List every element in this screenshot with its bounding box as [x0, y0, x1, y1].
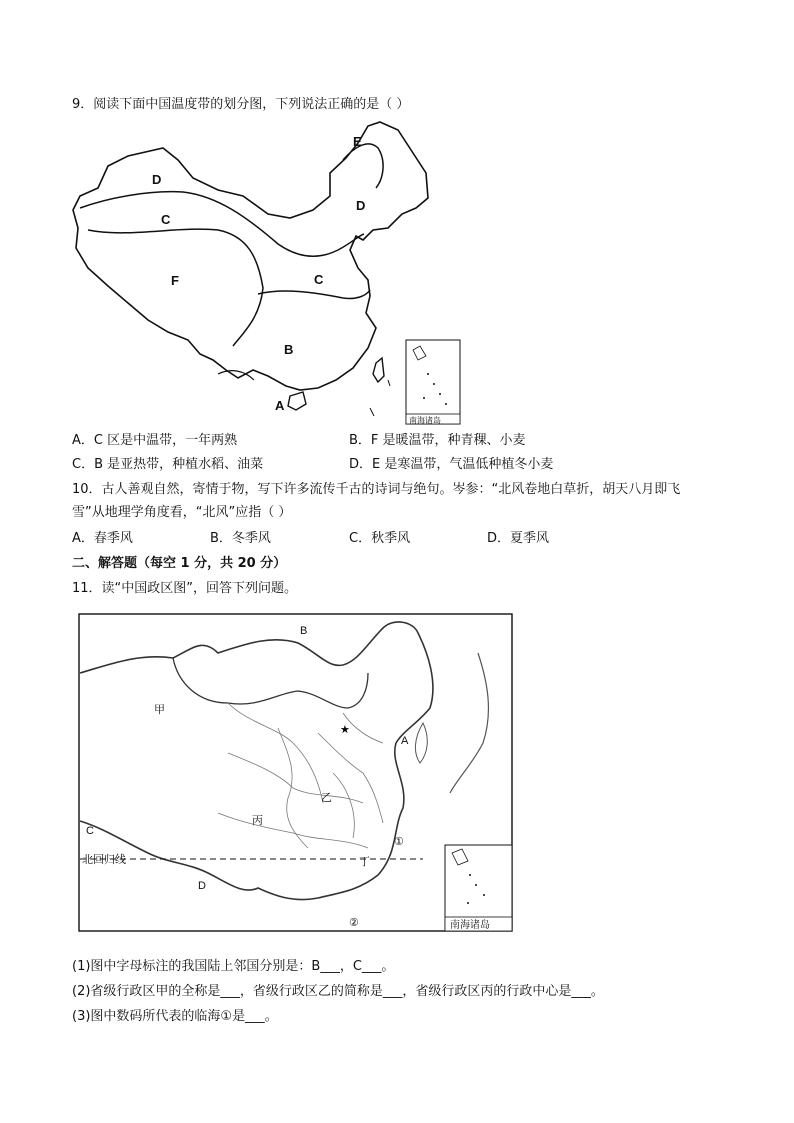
hainan-island [288, 392, 306, 410]
map-label-sea1: ① [394, 836, 404, 848]
china-outline [73, 122, 428, 390]
china-political-map [78, 613, 514, 933]
q9-stem: 9．阅读下面中国温度带的划分图，下列说法正确的是（ ） [72, 97, 410, 112]
q11-sub2: (2)省级行政区甲的全称是___，省级行政区乙的简称是___，省级行政区丙的行政中心是___。 [72, 984, 604, 999]
q10-option-d[interactable]: D．夏季风 [487, 531, 550, 546]
boundary-middle [258, 290, 370, 299]
q9-option-c[interactable]: C．B 是亚热带，种植水稻、油菜 [72, 457, 264, 472]
map-label-D: D [198, 880, 206, 892]
boundary-north-east [343, 144, 383, 188]
map-label-yi: 乙 [321, 792, 332, 804]
q11-stem: 11．读“中国政区图”，回答下列问题。 [72, 581, 298, 596]
map-label-D1: D [152, 172, 162, 187]
q10-stem-line2: 雪”从地理学角度看，“北风”应指（ ） [72, 505, 292, 520]
q9-option-b[interactable]: B．F 是暖温带，种青稞、小麦 [349, 433, 526, 448]
inset-label: 南海诸岛 [450, 920, 490, 931]
map-label-E: E [353, 134, 362, 149]
q10-option-a[interactable]: A．春季风 [72, 531, 133, 546]
map-label-B: B [284, 342, 294, 357]
map-label-A: A [401, 735, 409, 747]
map-label-sea2: ② [349, 917, 359, 929]
svg-text:★: ★ [340, 724, 350, 736]
q10-option-b[interactable]: B．冬季风 [210, 531, 271, 546]
taiwan-island [373, 358, 384, 382]
section-title: 二、解答题（每空 1 分，共 20 分） [72, 556, 287, 571]
map-label-bing: 丙 [252, 815, 263, 827]
map-label-B: B [300, 625, 308, 637]
map-label-D2: D [356, 198, 366, 213]
map-label-A: A [275, 398, 285, 413]
tropic-label: 北回归线 [82, 854, 126, 866]
map-label-C1: C [161, 212, 171, 227]
q10-option-c[interactable]: C．秋季风 [349, 531, 411, 546]
inset-label: 南海诸岛 [409, 416, 441, 425]
map-label-jia: 甲 [154, 704, 165, 716]
map-label-ding: 丁 [359, 856, 370, 868]
q9-option-a[interactable]: A．C 区是中温带，一年两熟 [72, 433, 238, 448]
boundary-north [80, 192, 364, 257]
temperature-zone-map [68, 118, 468, 428]
q9-option-d[interactable]: D．E 是寒温带，气温低种植冬小麦 [349, 457, 554, 472]
map-label-C2: C [314, 272, 324, 287]
map-label-F: F [171, 273, 179, 288]
q11-sub1: (1)图中字母标注的我国陆上邻国分别是：B___，C___。 [72, 959, 395, 974]
map-label-C: C [86, 825, 94, 837]
q10-stem-line1: 10．古人善观自然，寄情于物，写下许多流传千古的诗词与绝句。岑参：“北风卷地白草折，胡天八月即飞 [72, 482, 681, 497]
q11-sub3: (3)图中数码所代表的临海①是___。 [72, 1009, 278, 1024]
